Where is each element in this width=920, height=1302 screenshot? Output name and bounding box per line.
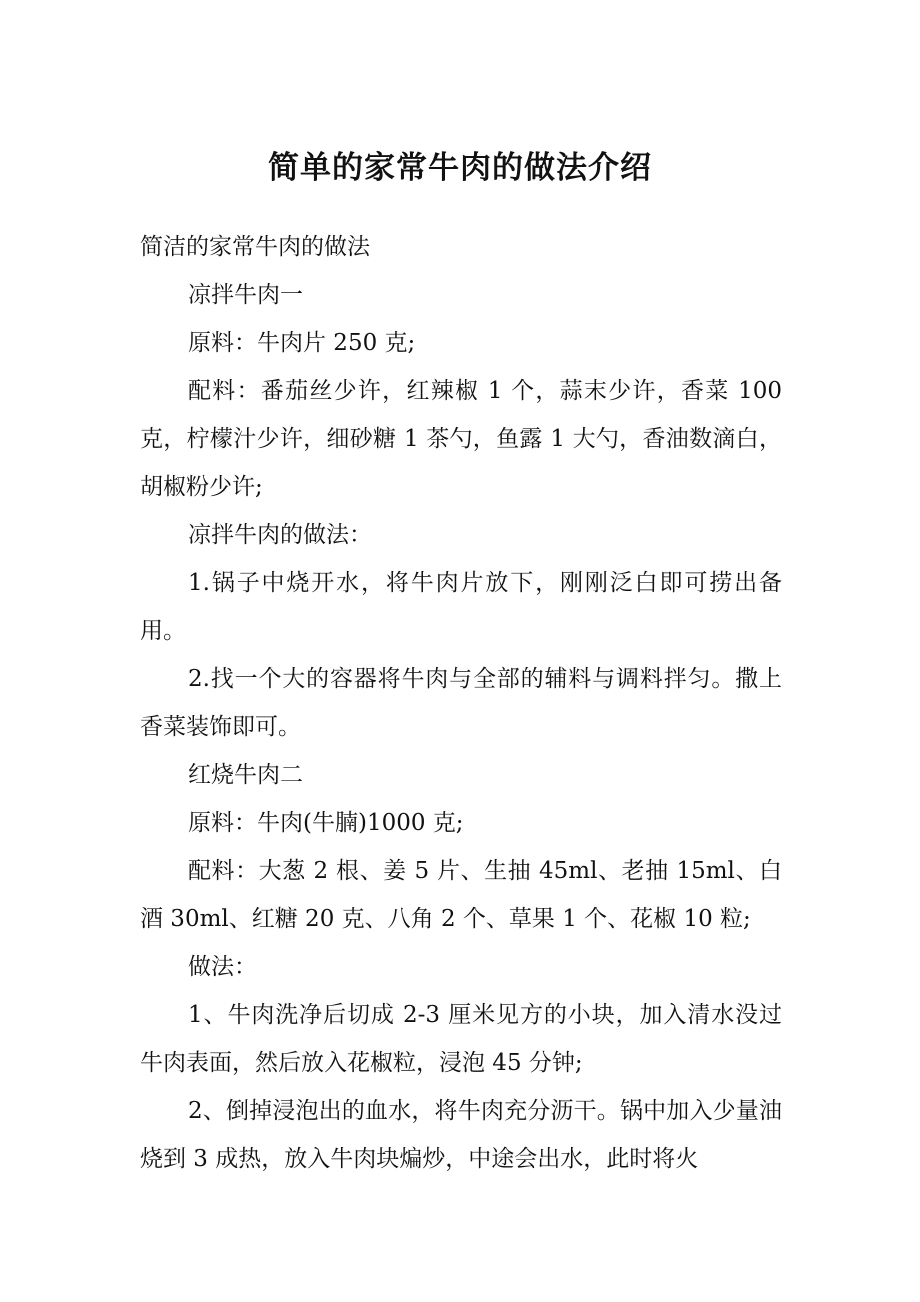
document-body xyxy=(140,223,782,1183)
paragraph: 原料：牛肉(牛腩)1000 克; xyxy=(188,810,464,836)
paragraph: 2.找一个大的容器将牛肉与全部的辅料与调料拌匀。撒上香菜装饰即可。 xyxy=(140,666,782,740)
paragraph: 配料：番茄丝少许，红辣椒 1 个，蒜末少许，香菜 100 克，柠檬汁少许，细砂糖 1 茶勺，鱼露 1 大勺，香油数滴白，胡椒粉少许; xyxy=(140,378,782,500)
subsection-heading: 凉拌牛肉一 xyxy=(188,282,303,308)
document-title: 简单的家常牛肉的做法介绍 xyxy=(268,150,652,186)
paragraph: 原料：牛肉片 250 克; xyxy=(188,330,416,356)
section-heading: 简洁的家常牛肉的做法 xyxy=(140,234,370,260)
paragraph: 1、牛肉洗净后切成 2-3 厘米见方的小块，加入清水没过牛肉表面，然后放入花椒粒，浸泡 45 分钟; xyxy=(140,1002,782,1076)
paragraph: 2、倒掉浸泡出的血水，将牛肉充分沥干。锅中加入少量油烧到 3 成热，放入牛肉块煸炒，中途会出水，此时将火 xyxy=(140,1098,782,1172)
paragraph: 配料：大葱 2 根、姜 5 片、生抽 45ml、老抽 15ml、白酒 30ml、红糖 20 克、八角 2 个、草果 1 个、花椒 10 粒; xyxy=(140,858,782,932)
subsection-heading: 红烧牛肉二 xyxy=(188,762,303,788)
paragraph: 凉拌牛肉的做法： xyxy=(188,522,372,548)
paragraph: 1.锅子中烧开水，将牛肉片放下，刚刚泛白即可捞出备用。 xyxy=(140,570,782,644)
paragraph: 做法： xyxy=(188,954,257,980)
